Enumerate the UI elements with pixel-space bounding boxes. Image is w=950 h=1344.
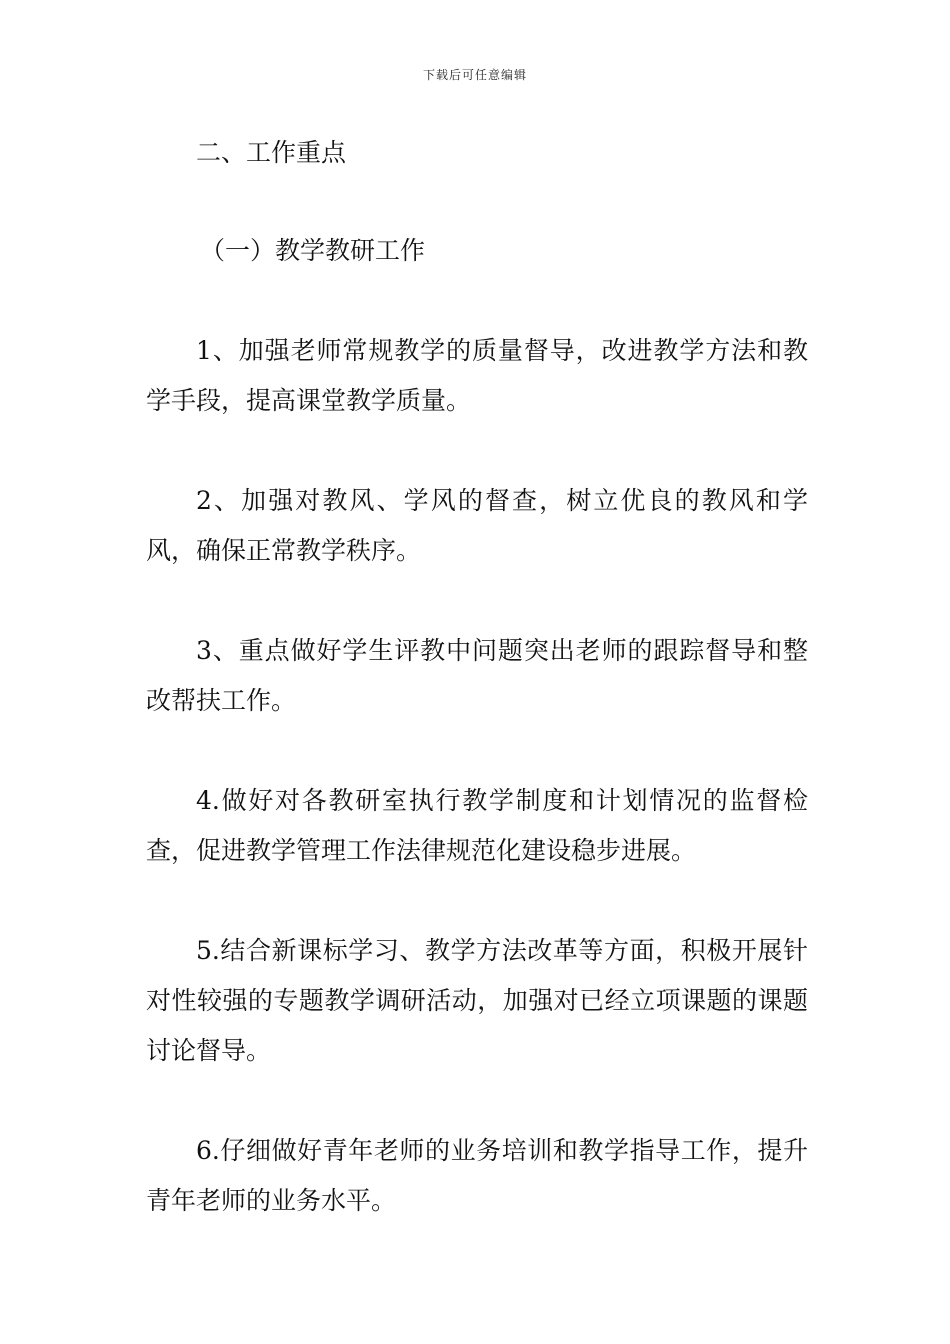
paragraph-item-3: 3、重点做好学生评教中问题突出老师的跟踪督导和整改帮扶工作。 (146, 636, 808, 715)
section-title: 二、工作重点 (196, 138, 347, 167)
paragraph-item-2: 2、加强对教风、学风的督查，树立优良的教风和学风，确保正常教学秩序。 (146, 486, 808, 565)
subsection-title: （一）教学教研工作 (200, 236, 426, 265)
document-body (146, 128, 808, 1226)
header-note: 下载后可任意编辑 (422, 68, 527, 82)
paragraph-item-4: 4.做好对各教研室执行教学制度和计划情况的监督检查，促进教学管理工作法律规范化建设稳步进展。 (146, 786, 808, 865)
paragraph-item-5: 5.结合新课标学习、教学方法改革等方面，积极开展针对性较强的专题教学调研活动，加强对已经立项课题的课题讨论督导。 (146, 936, 808, 1065)
paragraph-item-1: 1、加强老师常规教学的质量督导，改进教学方法和教学手段，提高课堂教学质量。 (146, 336, 808, 415)
paragraph-item-6: 6.仔细做好青年老师的业务培训和教学指导工作，提升青年老师的业务水平。 (146, 1136, 808, 1215)
